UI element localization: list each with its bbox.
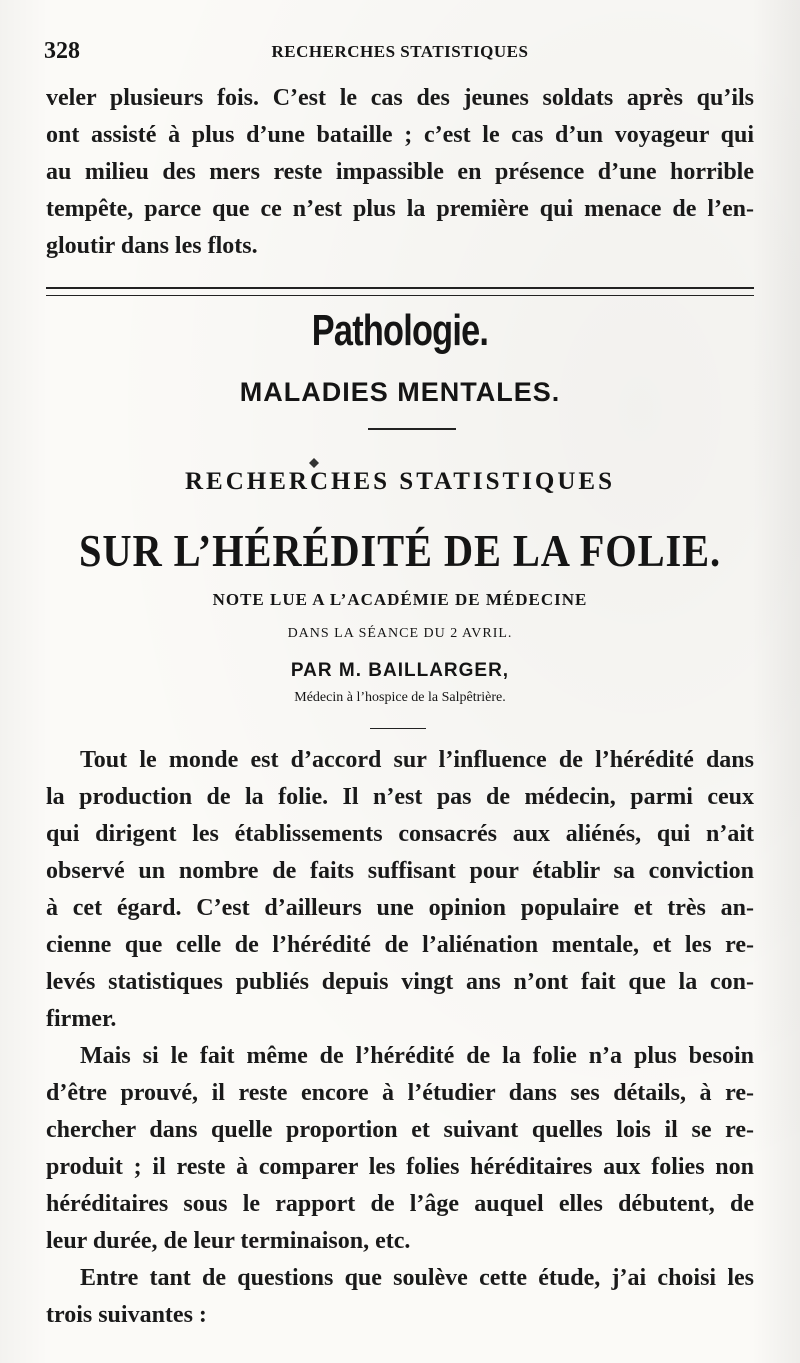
article-pretitle: RECHERCHES STATISTIQUES xyxy=(185,468,615,495)
text-line: ont assisté à plus d’une bataille ; c’est le cas d’un voyageur qui xyxy=(46,122,754,148)
text-line: au milieu des mers reste impassible en présence d’une horrible xyxy=(46,159,754,185)
running-header xyxy=(44,38,756,68)
text-line: leur durée, de leur terminaison, etc. xyxy=(46,1228,411,1254)
text-line: Mais si le fait même de l’hérédité de la folie n’a plus besoin xyxy=(80,1043,754,1069)
text-line: veler plusieurs fois. C’est le cas des jeunes soldats après qu’ils xyxy=(46,85,754,111)
text-line: levés statistiques publiés depuis vingt ans n’ont fait que la con- xyxy=(46,969,754,995)
article-author: PAR M. BAILLARGER, xyxy=(290,660,510,681)
ornament-icon xyxy=(309,458,319,468)
running-title: RECHERCHES STATISTIQUES xyxy=(271,42,529,61)
title-divider xyxy=(368,428,456,430)
text-line: d’être prouvé, il reste encore à l’étudier dans ses détails, à re- xyxy=(46,1080,754,1106)
text-line: à cet égard. C’est d’ailleurs une opinion populaire et très an- xyxy=(46,895,754,921)
text-line: chercher dans quelle proportion et suivant quelles lois il se re- xyxy=(46,1117,754,1143)
text-line: héréditaires sous le rapport de l’âge auquel elles débutent, de xyxy=(46,1191,754,1217)
article-note: NOTE LUE A L’ACADÉMIE DE MÉDECINE xyxy=(212,590,588,609)
section-divider xyxy=(46,287,754,296)
text-line: trois suivantes : xyxy=(46,1302,207,1328)
article-session: DANS LA SÉANCE DU 2 AVRIL. xyxy=(287,626,513,641)
author-divider xyxy=(370,728,426,729)
text-line: Entre tant de questions que soulève cette étude, j’ai choisi les xyxy=(80,1265,754,1291)
text-line: tempête, parce que ce n’est plus la première qui menace de l’en- xyxy=(46,196,754,222)
text-line: qui dirigent les établissements consacrés aux aliénés, qui n’ait xyxy=(46,821,754,847)
text-line: la production de la folie. Il n’est pas de médecin, parmi ceux xyxy=(46,784,754,810)
page-number: 328 xyxy=(44,38,80,64)
text-line: cienne que celle de l’hérédité de l’aliénation mentale, et les re- xyxy=(46,932,754,958)
text-line: gloutir dans les flots. xyxy=(46,233,258,259)
text-line: firmer. xyxy=(46,1006,117,1032)
article-author-role: Médecin à l’hospice de la Salpêtrière. xyxy=(294,690,506,705)
text-line: produit ; il reste à comparer les folies héréditaires aux folies non xyxy=(46,1154,754,1180)
text-line: Tout le monde est d’accord sur l’influence de l’hérédité dans xyxy=(80,747,754,773)
section-title: Pathologie. xyxy=(311,306,489,355)
article-title: SUR L’HÉRÉDITÉ DE LA FOLIE. xyxy=(78,525,722,576)
previous-article-ending xyxy=(46,80,754,265)
subsection-title: MALADIES MENTALES. xyxy=(239,377,561,407)
text-line: observé un nombre de faits suffisant pour établir sa conviction xyxy=(46,858,754,884)
article-body xyxy=(46,742,754,1334)
